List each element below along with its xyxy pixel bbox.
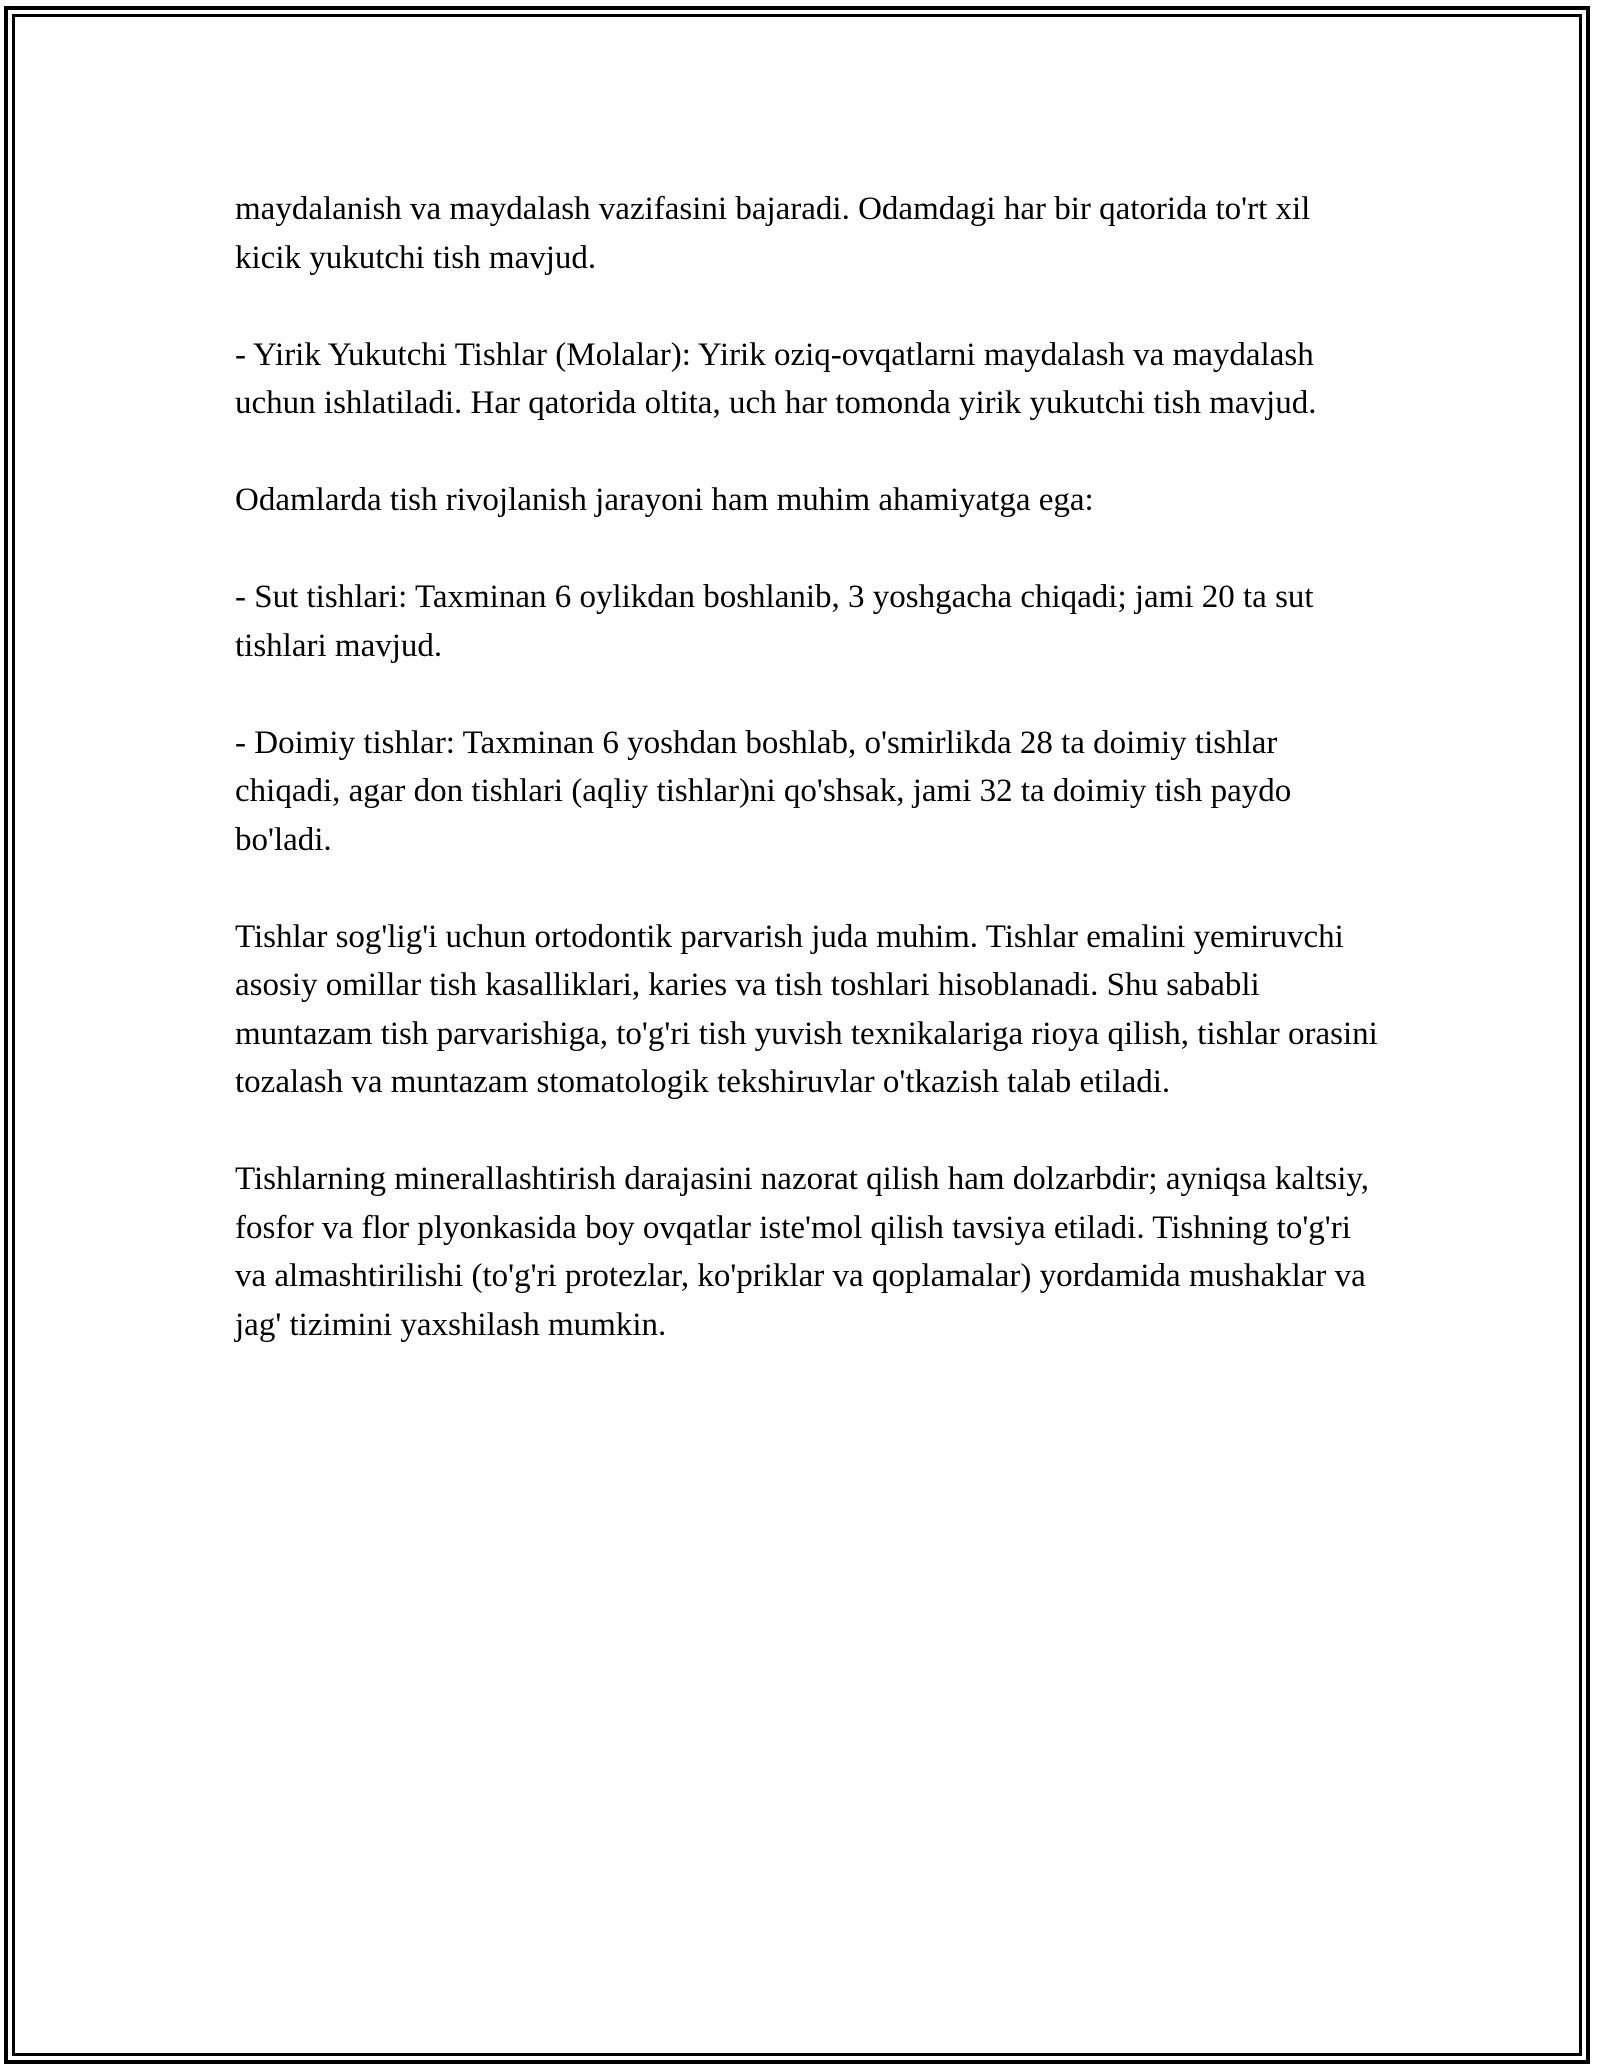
paragraph-small-molars-continued: maydalanish va maydalash vazifasini bajaradi. Odamdagi har bir qatorida to'rt xil kicik yukutchi tish mavjud. <box>235 191 1311 276</box>
paragraph-tooth-development-intro: Odamlarda tish rivojlanish jarayoni ham muhim ahamiyatga ega: <box>235 482 1094 518</box>
paragraph-mineralization: Tishlarning minerallashtirish darajasini nazorat qilish ham dolzarbdir; ayniqsa kaltsiy, fosfor va flor plyonkasida boy ovqatlar iste'mol qilish tavsiya etiladi. Tishning to'g'ri va almashtirilishi (to'g'ri protezlar, ko'priklar va qoplamalar) yordamida mushaklar va jag' tizimini yaxshilash mumkin. <box>235 1161 1369 1343</box>
paragraph-milk-teeth: - Sut tishlari: Taxminan 6 oylikdan boshlanib, 3 yoshgacha chiqadi; jami 20 ta sut tishlari mavjud. <box>235 579 1314 664</box>
paragraph-large-molars: - Yirik Yukutchi Tishlar (Molalar): Yirik oziq-ovqatlarni maydalash va maydalash uchun ishlatiladi. Har qatorida oltita, uch har tomonda yirik yukutchi tish mavjud. <box>235 336 1317 421</box>
paragraph-dental-care: Tishlar sog'lig'i uchun ortodontik parvarish juda muhim. Tishlar emalini yemiruvchi asosiy omillar tish kasalliklari, karies va tish toshlari hisoblanadi. Shu sababli muntazam tish parvarishiga, to'g'ri tish yuvish texnikalariga rioya qilish, tishlar orasini tozalash va muntazam stomatologik tekshiruvlar o'tkazish talab etiladi. <box>235 918 1378 1100</box>
document-body <box>235 185 1380 1349</box>
paragraph-permanent-teeth: - Doimiy tishlar: Taxminan 6 yoshdan boshlab, o'smirlikda 28 ta doimiy tishlar chiqadi, agar don tishlari (aqliy tishlar)ni qo'shsak, jami 32 ta doimiy tish paydo bo'ladi. <box>235 724 1292 858</box>
